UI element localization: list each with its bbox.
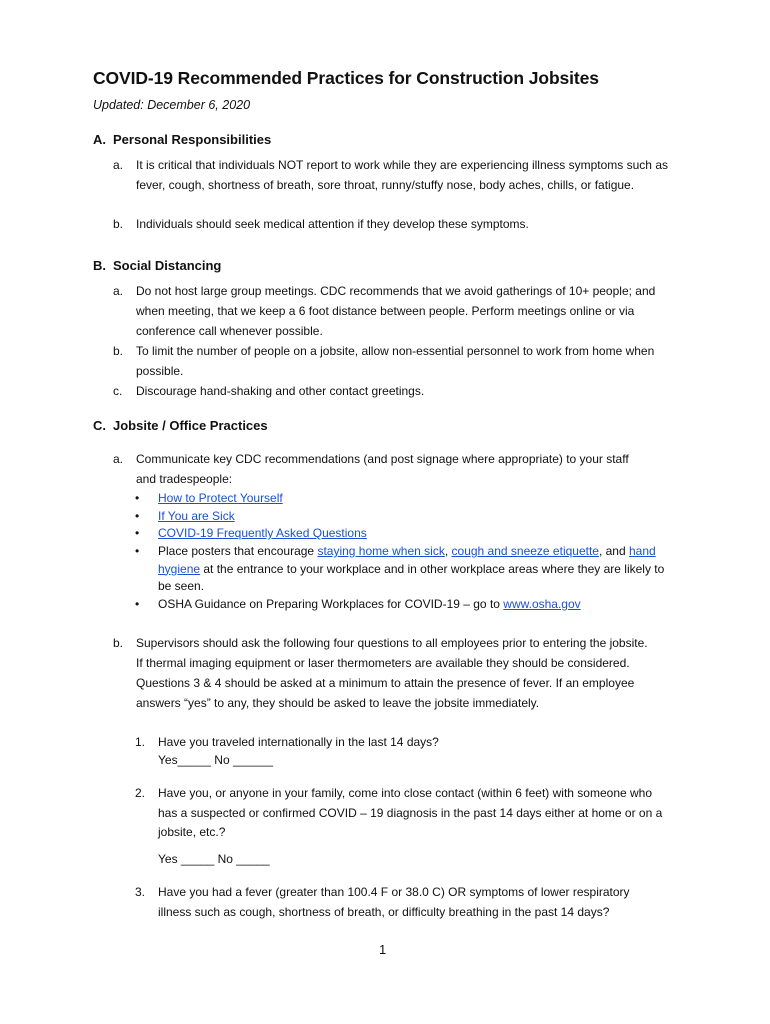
section-title: Personal Responsibilities bbox=[113, 132, 272, 147]
if-you-are-sick-link[interactable]: If You are Sick bbox=[158, 509, 235, 523]
document-title: COVID-19 Recommended Practices for Construction Jobsites bbox=[93, 68, 599, 88]
list-item-text: Supervisors should ask the following four questions to all employees prior to entering the jobsite. If thermal imaging equipment or laser thermometers are available they should be considered. Questions 3 & 4 should be asked at a minimum to attain the presence of fever. If an employee answers “yes” to any, they should be asked to leave the jobsite immediately. bbox=[136, 636, 648, 710]
question-text: Have you traveled internationally in the last 14 days? bbox=[158, 735, 439, 749]
section-letter: C. bbox=[93, 418, 106, 433]
list-item bbox=[113, 633, 653, 713]
section-a-heading bbox=[93, 132, 271, 147]
section-title: Social Distancing bbox=[113, 258, 222, 273]
staying-home-link[interactable]: staying home when sick bbox=[317, 544, 445, 558]
list-item bbox=[113, 281, 673, 341]
answer-field[interactable]: Yes_____ No ______ bbox=[158, 753, 273, 767]
list-item bbox=[113, 341, 673, 381]
cough-etiquette-link[interactable]: cough and sneeze etiquette bbox=[451, 544, 599, 558]
list-marker: b. bbox=[113, 636, 124, 650]
list-item-text: Discourage hand-shaking and other contact greetings. bbox=[136, 384, 425, 398]
list-marker: b. bbox=[113, 217, 124, 231]
bullet-icon: • bbox=[135, 509, 140, 523]
list-item-text: Individuals should seek medical attention if they develop these symptoms. bbox=[136, 217, 529, 231]
section-letter: B. bbox=[93, 258, 106, 273]
list-item-text: Communicate key CDC recommendations (and post signage where appropriate) to your staff and tradespeople: bbox=[136, 452, 629, 486]
list-marker: b. bbox=[113, 344, 124, 358]
question-number: 3. bbox=[135, 885, 146, 899]
bullet-text: at the entrance to your workplace and in other workplace areas where they are likely to be seen. bbox=[158, 561, 665, 593]
answer-field[interactable]: Yes _____ No _____ bbox=[158, 852, 270, 866]
list-marker: c. bbox=[113, 384, 123, 398]
section-c-heading bbox=[93, 418, 268, 433]
question-text: Have you had a fever (greater than 100.4 F or 38.0 C) OR symptoms of lower respiratory illness such as cough, shortness of breath, or difficulty breathing in the past 14 days? bbox=[158, 885, 630, 919]
list-item bbox=[113, 155, 673, 215]
list-item bbox=[113, 449, 633, 489]
question-number: 2. bbox=[135, 786, 146, 800]
question-number: 1. bbox=[135, 735, 146, 749]
faq-link[interactable]: COVID-19 Frequently Asked Questions bbox=[158, 526, 367, 540]
bullet-icon: • bbox=[135, 491, 140, 505]
bullet-text: , bbox=[444, 544, 452, 558]
how-to-protect-link[interactable]: How to Protect Yourself bbox=[158, 491, 283, 505]
page-number: 1 bbox=[379, 942, 387, 957]
list-item-text: It is critical that individuals NOT report to work while they are experiencing illness symptoms such as fever, cough, shortness of breath, sore throat, runny/stuffy nose, body aches, chills, or fatigue. bbox=[136, 158, 668, 192]
section-letter: A. bbox=[93, 132, 106, 147]
list-marker: a. bbox=[113, 452, 124, 466]
list-item-text: Do not host large group meetings. CDC recommends that we avoid gatherings of 10+ people; and when meeting, that we keep a 6 foot distance between people. Perform meetings online or via conference call whenever possible. bbox=[136, 284, 656, 338]
bullet-icon: • bbox=[135, 526, 140, 540]
list-marker: a. bbox=[113, 284, 124, 298]
bullet-text: Place posters that encourage bbox=[158, 544, 318, 558]
bullet-icon: • bbox=[135, 597, 140, 611]
updated-date: Updated: December 6, 2020 bbox=[93, 98, 251, 112]
list-item bbox=[113, 214, 673, 234]
osha-link[interactable]: www.osha.gov bbox=[503, 597, 581, 611]
list-item bbox=[113, 381, 673, 401]
list-marker: a. bbox=[113, 158, 124, 172]
section-b-heading bbox=[93, 258, 221, 273]
hand-hygiene-link[interactable]: hand hygiene bbox=[158, 544, 656, 576]
question-text: Have you, or anyone in your family, come into close contact (within 6 feet) with someone who has a suspected or confirmed COVID – 19 diagnosis in the past 14 days either at home or on a jobsite, etc.? bbox=[158, 786, 663, 839]
section-title: Jobsite / Office Practices bbox=[113, 418, 268, 433]
bullet-text: , and bbox=[598, 544, 629, 558]
list-item-text: To limit the number of people on a jobsite, allow non-essential personnel to work from home when possible. bbox=[136, 344, 655, 378]
bullet-text: OSHA Guidance on Preparing Workplaces for COVID-19 – go to bbox=[158, 597, 504, 611]
bullet-icon: • bbox=[135, 544, 140, 558]
